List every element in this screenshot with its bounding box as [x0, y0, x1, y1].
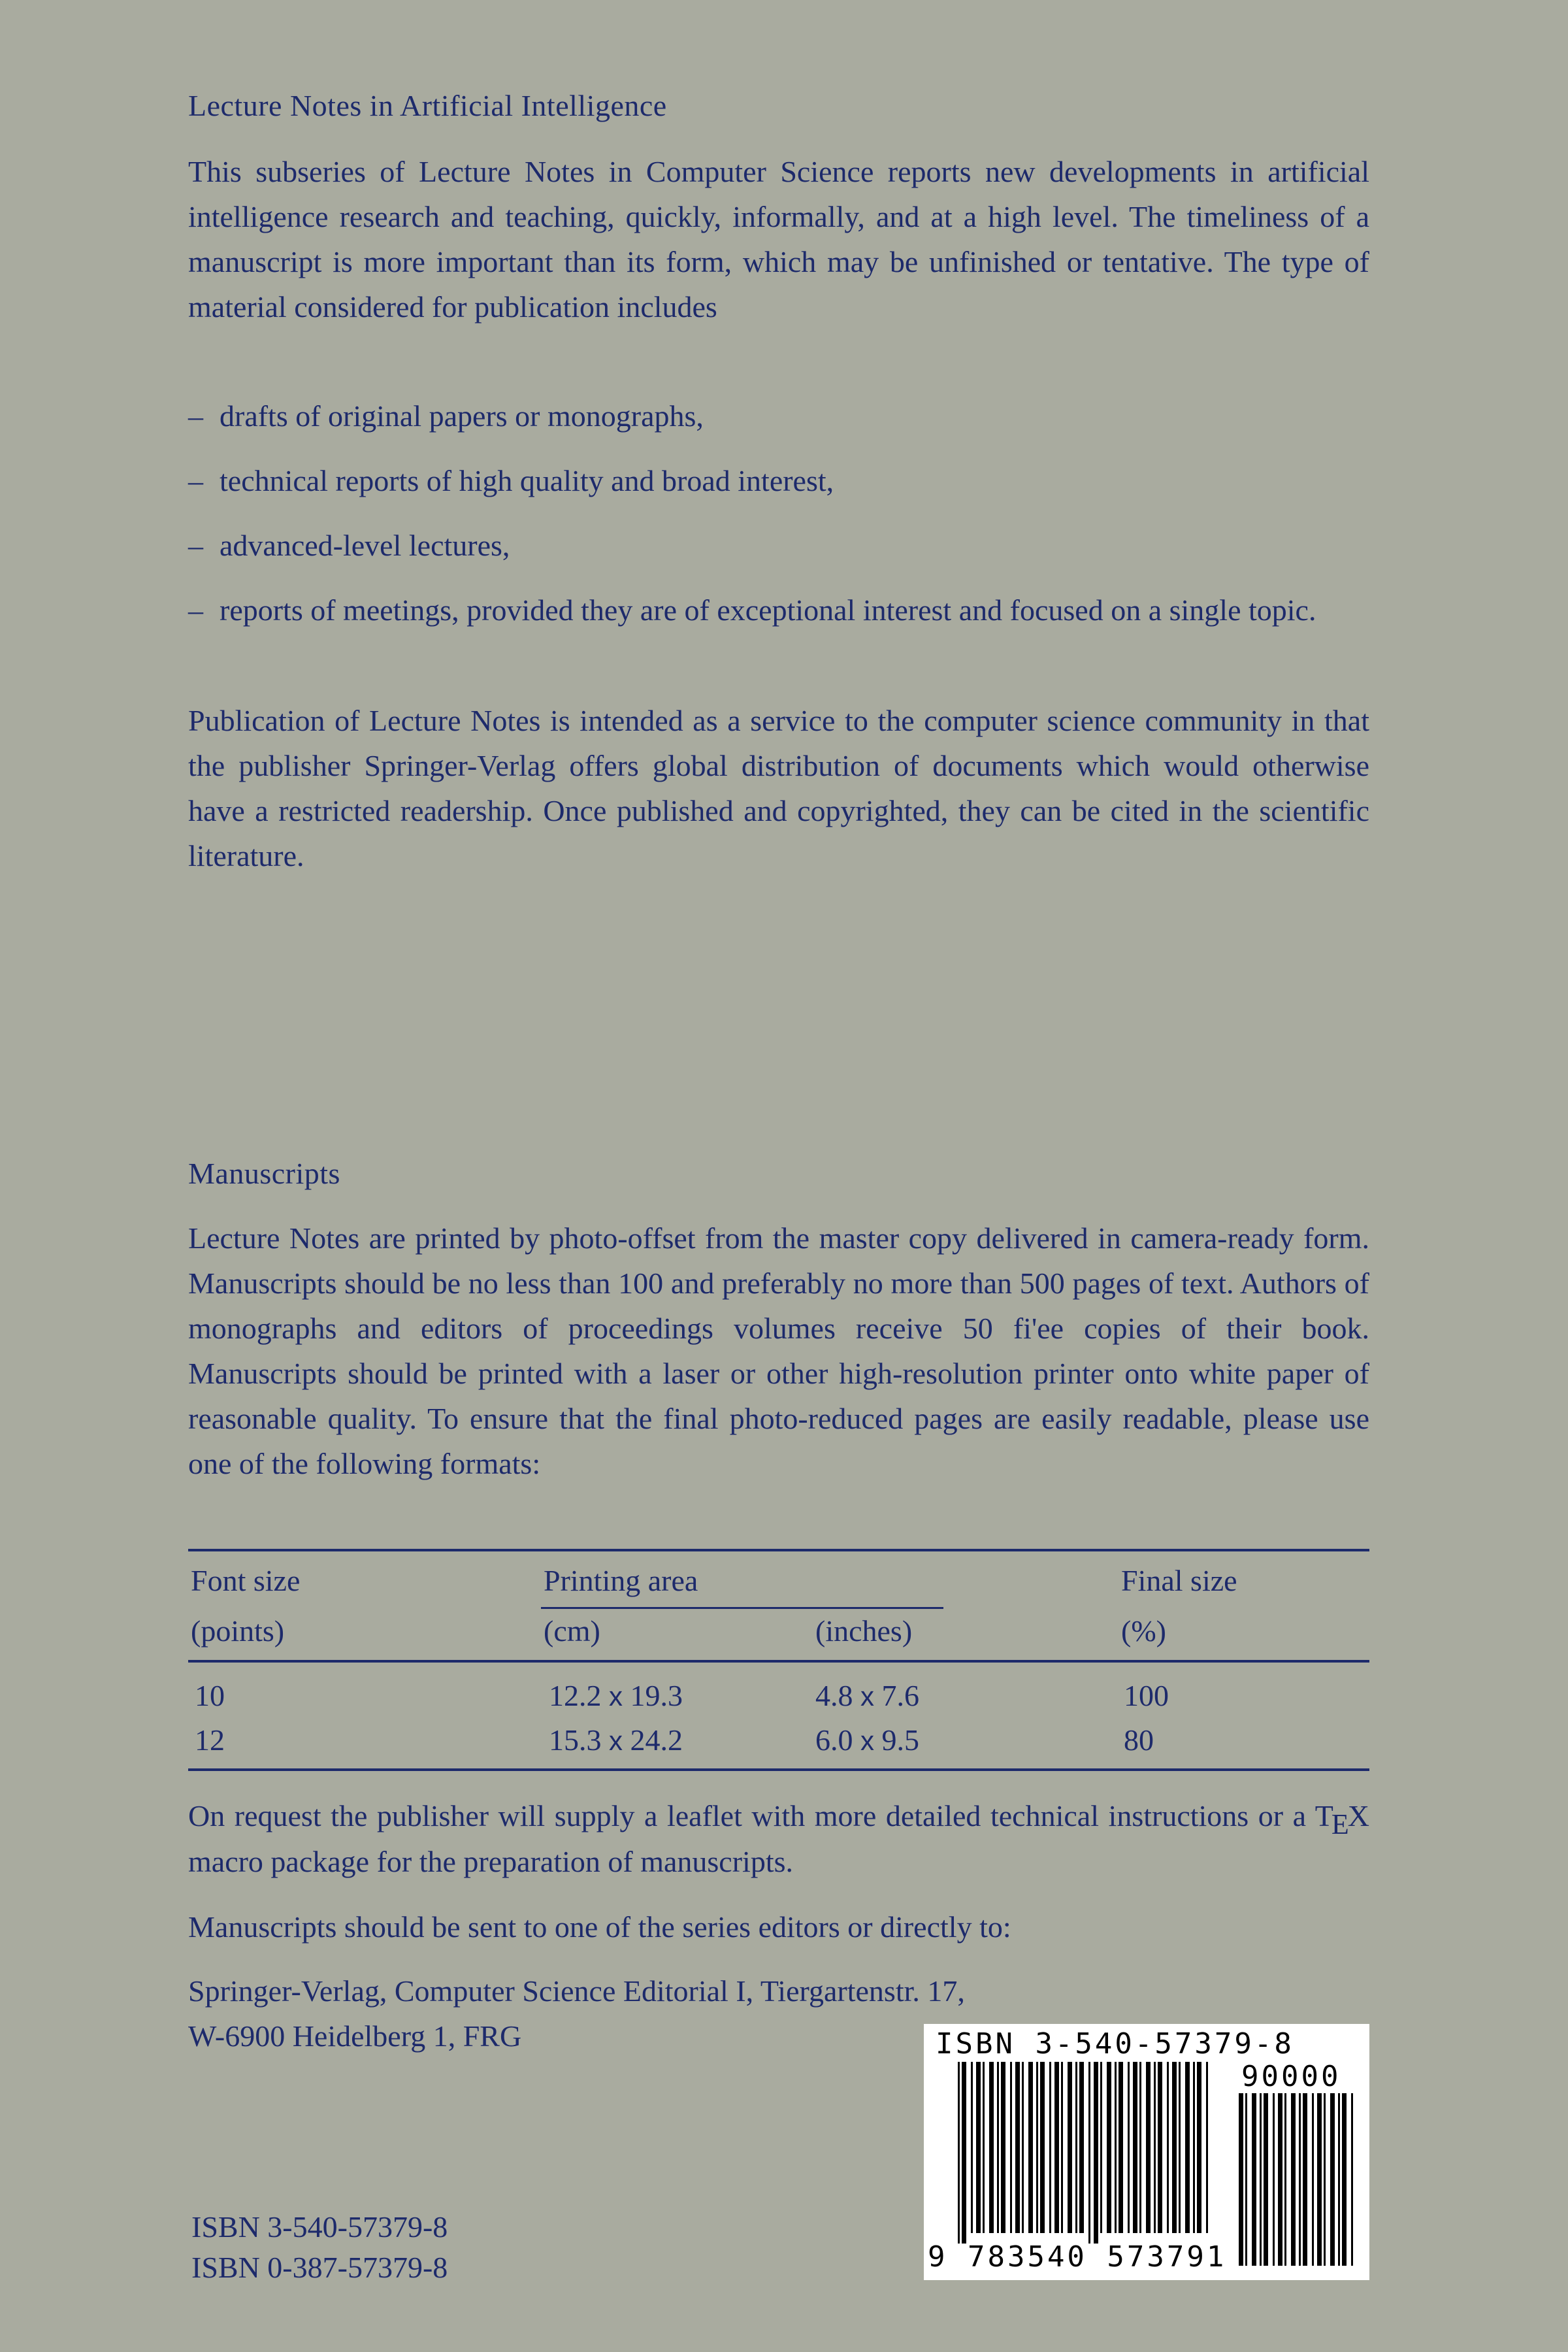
- barcode-bar: [962, 2062, 966, 2244]
- barcode-bar: [1094, 2062, 1098, 2244]
- barcode-bar: [1245, 2093, 1247, 2266]
- cm-cell: 15.3 x 24.2: [549, 1723, 683, 1757]
- barcode-bar: [1054, 2062, 1059, 2233]
- barcode-bar: [1193, 2062, 1195, 2233]
- barcode-bar: [1303, 2093, 1307, 2266]
- list-item: [188, 588, 1369, 633]
- bullet-dash: –: [188, 593, 203, 627]
- barcode-bar: [1001, 2062, 1005, 2233]
- barcode-bar: [1040, 2062, 1045, 2233]
- barcode-bar: [1107, 2062, 1111, 2233]
- barcode-bar: [1028, 2062, 1033, 2233]
- header-final-size: Final size: [1121, 1564, 1237, 1597]
- publication-paragraph: Publication of Lecture Notes is intended as a service to the computer science community in that the publisher Springer-Verlag offers global distribution of documents which would otherwise have a restricted readership. Once published and copyrighted, they can be cited in the scientific literature.: [188, 704, 1369, 872]
- list-item: [188, 393, 1369, 439]
- table-top-rule: [188, 1549, 1369, 1551]
- table-bottom-rule: [188, 1768, 1369, 1771]
- header-font-size: Font size: [191, 1564, 301, 1597]
- bullet-dash: –: [188, 399, 203, 433]
- barcode-bar: [1264, 2093, 1268, 2266]
- list-item-text: reports of meetings, provided they are of exceptional interest and focused on a single topic.: [220, 593, 1316, 627]
- barcode-bar: [1079, 2062, 1084, 2233]
- address-line: W-6900 Heidelberg 1, FRG: [188, 2019, 522, 2053]
- tex-logo: TEX: [1315, 1799, 1369, 1840]
- address-line: Springer-Verlag, Computer Science Editorial I, Tiergartenstr. 17,: [188, 1974, 965, 2008]
- barcode-bar: [1049, 2062, 1051, 2233]
- header-cm: (cm): [544, 1614, 600, 1648]
- barcode-bar: [989, 2062, 994, 2233]
- table-header-rule: [188, 1660, 1369, 1663]
- barcode-bar: [1330, 2093, 1335, 2266]
- list-item-text: advanced-level lectures,: [220, 529, 510, 562]
- barcode-bar: [1100, 2062, 1102, 2233]
- isbn-line: ISBN 3-540-57379-8: [191, 2210, 448, 2244]
- barcode-bar: [1061, 2062, 1063, 2233]
- cm-cell: 12.2 x 19.3: [549, 1679, 683, 1712]
- font-size-cell: 10: [195, 1679, 225, 1712]
- series-title: Lecture Notes in Artificial Intelligence: [188, 89, 667, 122]
- barcode-bar: [1068, 2062, 1072, 2233]
- barcode-ean-number: 9 783540 573791: [928, 2240, 1227, 2274]
- bullet-dash: –: [188, 529, 203, 562]
- manuscripts-body: Lecture Notes are printed by photo-offset from the master copy delivered in camera-ready form. Manuscripts should be no less than 100 and preferably no more than 500 pages of text. Authors of monographs and editors of proceedings volumes receive 50 fi'ee copies of their book. Manuscripts should be printed with a laser or other high-resolution printer onto white paper of reasonable quality. To ensure that the final photo-reduced pages are easily readable, please use one of the following formats:: [188, 1221, 1369, 1480]
- barcode-bar: [1088, 2062, 1090, 2244]
- barcode-bar: [1128, 2062, 1130, 2233]
- barcode-bar: [1260, 2093, 1262, 2266]
- final-size-cell: 100: [1124, 1679, 1169, 1712]
- barcode-bar: [1351, 2093, 1353, 2266]
- barcode-bar: [1119, 2062, 1123, 2233]
- barcode-bar: [1022, 2062, 1024, 2233]
- list-item: [188, 523, 1369, 568]
- font-size-cell: 12: [195, 1723, 225, 1757]
- final-size-cell: 80: [1124, 1723, 1154, 1757]
- bullet-dash: –: [188, 464, 203, 497]
- barcode-addon-number: 90000: [1241, 2060, 1341, 2093]
- list-item-text: technical reports of high quality and broad interest,: [220, 464, 834, 497]
- header-percent: (%): [1121, 1614, 1166, 1648]
- barcode-bar: [1036, 2062, 1038, 2233]
- barcode-bar: [1342, 2093, 1347, 2266]
- barcode-bar: [1317, 2093, 1322, 2266]
- manuscripts-title: Manuscripts: [188, 1157, 340, 1190]
- barcode-bar: [1010, 2062, 1012, 2233]
- barcode-bar: [1312, 2093, 1314, 2266]
- barcode-bar: [1185, 2062, 1190, 2233]
- list-item: [188, 458, 1369, 503]
- barcode-bar: [958, 2062, 960, 2244]
- barcode-bar: [1146, 2062, 1151, 2233]
- barcode-bar: [1299, 2093, 1301, 2266]
- request-paragraph: On request the publisher will supply a leaflet with more detailed technical instructions or a TEX macro package for the preparation of manuscripts.: [188, 1799, 1369, 1878]
- barcode-bar: [1273, 2093, 1275, 2266]
- barcode-bar: [1015, 2062, 1020, 2233]
- inches-cell: 6.0 x 9.5: [815, 1723, 919, 1757]
- isbn-barcode: [924, 2024, 1369, 2280]
- barcode-bar: [1133, 2062, 1137, 2233]
- isbn-line: ISBN 0-387-57379-8: [191, 2251, 448, 2284]
- printing-area-rule: [541, 1607, 943, 1609]
- send-instruction: Manuscripts should be sent to one of the series editors or directly to:: [188, 1910, 1011, 1944]
- barcode-bar: [1291, 2093, 1296, 2266]
- barcode-bar: [1167, 2062, 1169, 2233]
- barcode-bar: [1154, 2062, 1156, 2233]
- barcode-bar: [971, 2062, 973, 2233]
- barcode-bar: [1239, 2093, 1243, 2266]
- barcode-bar: [1179, 2062, 1181, 2233]
- list-item-text: drafts of original papers or monographs,: [220, 399, 704, 433]
- barcode-bar: [1158, 2062, 1162, 2233]
- barcode-bar: [1115, 2062, 1117, 2233]
- series-intro: This subseries of Lecture Notes in Computer Science reports new developments in artificial intelligence research and teaching, quickly, informally, and at a high level. The timeliness of a manuscript is more important than its form, which may be unfinished or tentative. The type of material considered for publication includes: [188, 155, 1369, 323]
- barcode-bar: [1139, 2062, 1141, 2233]
- barcode-isbn-label: ISBN 3-540-57379-8: [936, 2027, 1294, 2061]
- barcode-bar: [1252, 2093, 1256, 2266]
- header-printing-area: Printing area: [544, 1564, 698, 1597]
- barcode-bar: [1197, 2062, 1201, 2233]
- barcode-bar: [997, 2062, 999, 2233]
- barcode-bar: [1206, 2062, 1208, 2233]
- barcode-bar: [1284, 2093, 1286, 2266]
- header-inches: (inches): [815, 1614, 913, 1648]
- barcode-bar: [983, 2062, 985, 2233]
- barcode-bar: [1278, 2093, 1282, 2266]
- barcode-bar: [1172, 2062, 1177, 2233]
- inches-cell: 4.8 x 7.6: [815, 1679, 919, 1712]
- header-points: (points): [191, 1614, 285, 1648]
- barcode-bar: [1324, 2093, 1326, 2266]
- barcode-bar: [976, 2062, 981, 2233]
- barcode-bar: [1075, 2062, 1077, 2233]
- barcode-bar: [1338, 2093, 1340, 2266]
